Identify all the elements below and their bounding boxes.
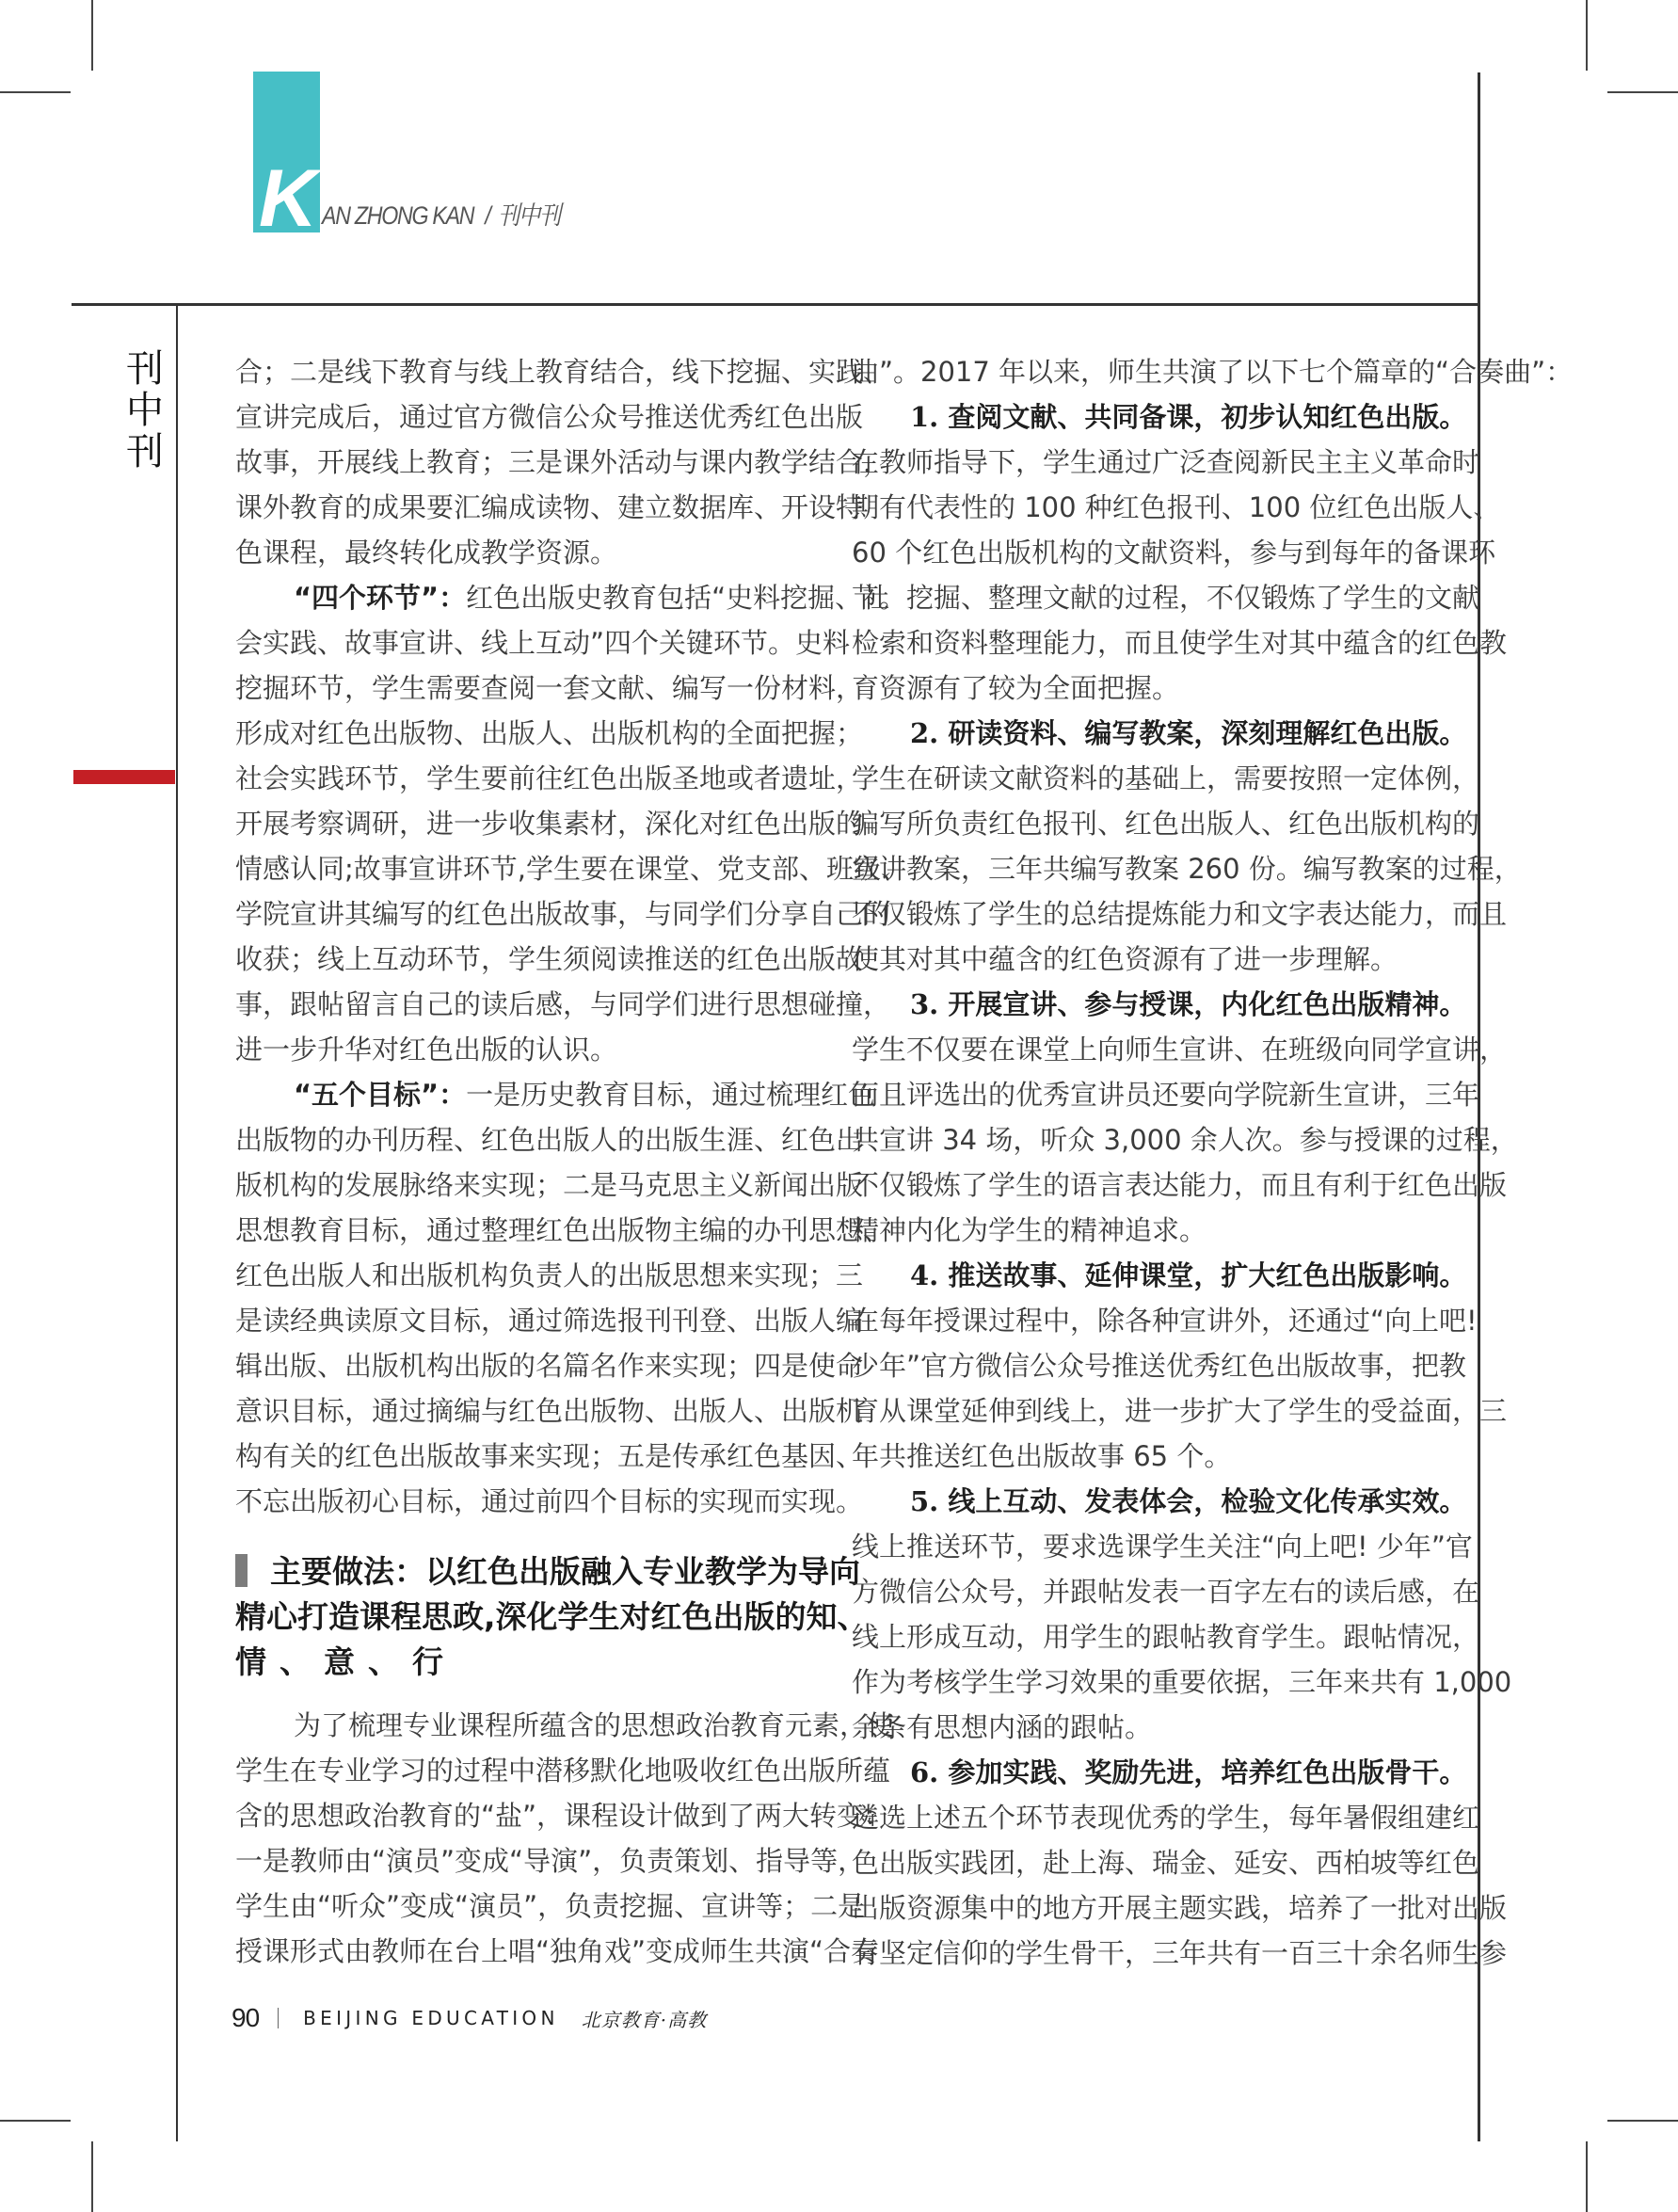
list-item-line: 色出版实践团，赴上海、瑞金、延安、西柏坡等红色	[852, 1847, 1480, 1879]
paragraph-line: 会实践、故事宣讲、线上互动”四个关键环节。史料	[235, 627, 851, 659]
paragraph-line: 课外教育的成果要汇编成读物、建立数据库、开设特	[235, 491, 864, 523]
paragraph-lead: “五个目标”：	[294, 1079, 467, 1111]
magazine-logo-cn: 北京教育·高教	[581, 2008, 708, 2031]
list-item-line: 出版资源集中的地方开展主题实践，培养了一批对出版	[852, 1892, 1508, 1924]
list-item-line: 共宣讲 34 场，听众 3,000 余人次。参与授课的过程，	[852, 1124, 1518, 1156]
paragraph-line: 不忘出版初心目标，通过前四个目标的实现而实现。	[235, 1485, 864, 1517]
paragraph-line: 进一步升华对红色出版的认识。	[235, 1034, 618, 1066]
section-heading-line: 精心打造课程思政,深化学生对红色出版的知、	[235, 1598, 869, 1635]
paragraph-line: 授课形式由教师在台上唱“独角戏”变成师生共演“合奏	[235, 1935, 879, 1967]
paragraph-line: 学生在专业学习的过程中潜移默化地吸收红色出版所蕴	[235, 1755, 891, 1787]
paragraph-line: 出版物的办刊历程、红色出版人的出版生涯、红色出	[235, 1124, 864, 1156]
list-item-line: 线上推送环节，要求选课学生关注“向上吧! 少年”官	[852, 1531, 1473, 1563]
list-item-line: 线上形成互动，用学生的跟帖教育学生。跟帖情况，	[852, 1621, 1480, 1653]
paragraph-line: 一是教师由“演员”变成“导演”，负责策划、指导等，	[235, 1845, 866, 1877]
list-item-line: 不仅锻炼了学生的语言表达能力，而且有利于红色出版	[852, 1169, 1508, 1201]
list-item-line: 编写所负责红色报刊、红色出版人、红色出版机构的	[852, 808, 1480, 840]
list-item-line: 育资源有了较为全面把握。	[852, 672, 1180, 704]
list-item-line: 在每年授课过程中，除各种宣讲外，还通过“向上吧!	[852, 1305, 1478, 1337]
paragraph-line: 是读经典读原文目标，通过筛选报刊刊登、出版人编	[235, 1305, 864, 1337]
paragraph-line: 构有关的红色出版故事来实现；五是传承红色基因、	[235, 1440, 864, 1472]
red-margin-marker	[73, 770, 175, 784]
side-label-char: 中	[126, 389, 164, 432]
paragraph-line: 收获；线上互动环节，学生须阅读推送的红色出版故	[235, 943, 864, 975]
paragraph-line: “四个环节”：红色出版史教育包括“史料挖掘、社	[294, 582, 890, 614]
paragraph-line: 学生由“听众”变成“演员”，负责挖掘、宣讲等；二是	[235, 1890, 866, 1922]
paragraph-line: “五个目标”：一是历史教育目标，通过梳理红色	[294, 1079, 876, 1111]
paragraph-line: 版机构的发展脉络来实现；二是马克思主义新闻出版	[235, 1169, 864, 1201]
paragraph-line: 辑出版、出版机构出版的名篇名作来实现；四是使命	[235, 1350, 864, 1382]
left-column	[235, 349, 908, 1524]
list-item-line: 作为考核学生学习效果的重要依据，三年来共有 1,000	[852, 1666, 1512, 1698]
paragraph-line: 形成对红色出版物、出版人、出版机构的全面把握；	[235, 717, 864, 749]
crop-mark-bottom-right-horizontal	[1607, 2120, 1678, 2122]
paragraph-line: 故事，开展线上教育；三是课外活动与课内教学结合，	[235, 446, 891, 478]
list-item-title: 5. 线上互动、发表体会，检验文化传承实效。	[910, 1485, 1467, 1517]
list-item-title: 1. 查阅文献、共同备课，初步认知红色出版。	[910, 401, 1467, 433]
paragraph-line: 社会实践环节，学生要前往红色出版圣地或者遗址，	[235, 762, 864, 794]
paragraph-line: 情感认同;故事宣讲环节,学生要在课堂、党支部、班级、	[235, 853, 908, 885]
header-rule	[72, 303, 1480, 306]
paragraph-line: 含的思想政治教育的“盐”，课程设计做到了两大转变：	[235, 1800, 892, 1832]
crop-mark-top-left-vertical	[91, 0, 93, 71]
paragraph-line: 曲”。2017 年以来，师生共演了以下七个篇章的“合奏曲”：	[852, 356, 1574, 388]
section-heading	[235, 1549, 869, 1685]
footer-divider	[278, 2008, 279, 2028]
list-item-line: 宣讲教案，三年共编写教案 260 份。编写教案的过程，	[852, 853, 1522, 885]
paragraph-lead: “四个环节”：	[294, 582, 467, 614]
crop-mark-bottom-left-vertical	[91, 2141, 93, 2212]
page-footer	[232, 2003, 707, 2041]
list-item-line: 使其对其中蕴含的红色资源有了进一步理解。	[852, 943, 1398, 975]
list-item-line: 方微信公众号，并跟帖发表一百字左右的读后感，在	[852, 1576, 1480, 1608]
paragraph-line: 事，跟帖留言自己的读后感，与同学们进行思想碰撞，	[235, 988, 891, 1020]
paragraph-line: 开展考察调研，进一步收集素材，深化对红色出版的	[235, 808, 864, 840]
paragraph-line: 合；二是线下教育与线上教育结合，线下挖掘、实践、	[235, 356, 891, 388]
list-item-line: 少年”官方微信公众号推送优秀红色出版故事，把教	[852, 1350, 1467, 1382]
magazine-name-en: BEIJING EDUCATION	[303, 2007, 559, 2029]
crop-mark-top-right-vertical	[1586, 0, 1588, 71]
section-heading-line: 主要做法：以红色出版融入专业教学为导向	[235, 1549, 815, 1595]
paragraph-line: 为了梳理专业课程所蕴含的思想政治教育元素，使	[294, 1709, 895, 1741]
section-logo-letter: K	[258, 153, 318, 244]
page-number: 90	[232, 2003, 260, 2032]
paragraph-line: 红色出版人和出版机构负责人的出版思想来实现；三	[235, 1259, 864, 1291]
list-item-line: 有坚定信仰的学生骨干，三年共有一百三十余名师生参	[852, 1937, 1508, 1969]
list-item-line: 检索和资料整理能力，而且使学生对其中蕴含的红色教	[852, 627, 1508, 659]
paragraph-line: 挖掘环节，学生需要查阅一套文献、编写一份材料，	[235, 672, 864, 704]
list-item-title: 2. 研读资料、编写教案，深刻理解红色出版。	[910, 717, 1467, 749]
list-item-line: 年共推送红色出版故事 65 个。	[852, 1440, 1232, 1472]
paragraph-line: 学院宣讲其编写的红色出版故事，与同学们分享自己的	[235, 898, 891, 930]
heading-bar-icon	[235, 1554, 248, 1587]
list-item-line: 学生不仅要在课堂上向师生宣讲、在班级向同学宣讲，	[852, 1034, 1508, 1066]
section-title-en: AN ZHONG KAN	[322, 201, 474, 230]
list-item-line: 精神内化为学生的精神追求。	[852, 1214, 1207, 1246]
paragraph-line: 意识目标，通过摘编与红色出版物、出版人、出版机	[235, 1395, 864, 1427]
list-item-line: 期有代表性的 100 种红色报刊、100 位红色出版人、	[852, 491, 1501, 523]
section-title-cn: 刊中刊	[498, 201, 560, 230]
list-item-line: 育从课堂延伸到线上，进一步扩大了学生的受益面，三	[852, 1395, 1508, 1427]
section-title-separator: /	[485, 201, 490, 230]
right-column	[852, 349, 1574, 1976]
side-label-char: 刊	[126, 347, 164, 391]
list-item-line: 而且评选出的优秀宣讲员还要向学院新生宣讲，三年	[852, 1079, 1480, 1111]
crop-mark-bottom-left-horizontal	[0, 2120, 71, 2122]
list-item-line: 不仅锻炼了学生的总结提炼能力和文字表达能力，而且	[852, 898, 1508, 930]
list-item-line: 在教师指导下，学生通过广泛查阅新民主主义革命时	[852, 446, 1480, 478]
list-item-line: 余条有思想内涵的跟帖。	[852, 1711, 1153, 1743]
paragraph-line: 思想教育目标，通过整理红色出版物主编的办刊思想、	[235, 1214, 891, 1246]
list-item-title: 4. 推送故事、延伸课堂，扩大红色出版影响。	[910, 1259, 1467, 1291]
paragraph-line: 宣讲完成后，通过官方微信公众号推送优秀红色出版	[235, 401, 864, 433]
list-item-title: 3. 开展宣讲、参与授课，内化红色出版精神。	[910, 988, 1467, 1020]
left-margin-rule	[176, 303, 178, 2141]
paragraph-line: 色课程，最终转化成教学资源。	[235, 537, 618, 569]
section-heading-line: 情、意、行	[235, 1643, 456, 1680]
side-label-char: 刊	[126, 430, 164, 473]
list-item-line: 学生在研读文献资料的基础上，需要按照一定体例，	[852, 762, 1480, 794]
list-item-line: 60 个红色出版机构的文献资料，参与到每年的备课环	[852, 537, 1496, 569]
list-item-line: 遴选上述五个环节表现优秀的学生，每年暑假组建红	[852, 1802, 1480, 1834]
side-section-label	[124, 348, 166, 473]
left-column-practice-paragraph	[235, 1703, 895, 1974]
list-item-line: 节。挖掘、整理文献的过程，不仅锻炼了学生的文献	[852, 582, 1480, 614]
crop-mark-bottom-right-vertical	[1586, 2141, 1588, 2212]
crop-mark-top-right-horizontal	[1607, 91, 1678, 93]
crop-mark-top-left-horizontal	[0, 91, 71, 93]
list-item-title: 6. 参加实践、奖励先进，培养红色出版骨干。	[910, 1756, 1467, 1788]
section-title	[322, 201, 560, 230]
